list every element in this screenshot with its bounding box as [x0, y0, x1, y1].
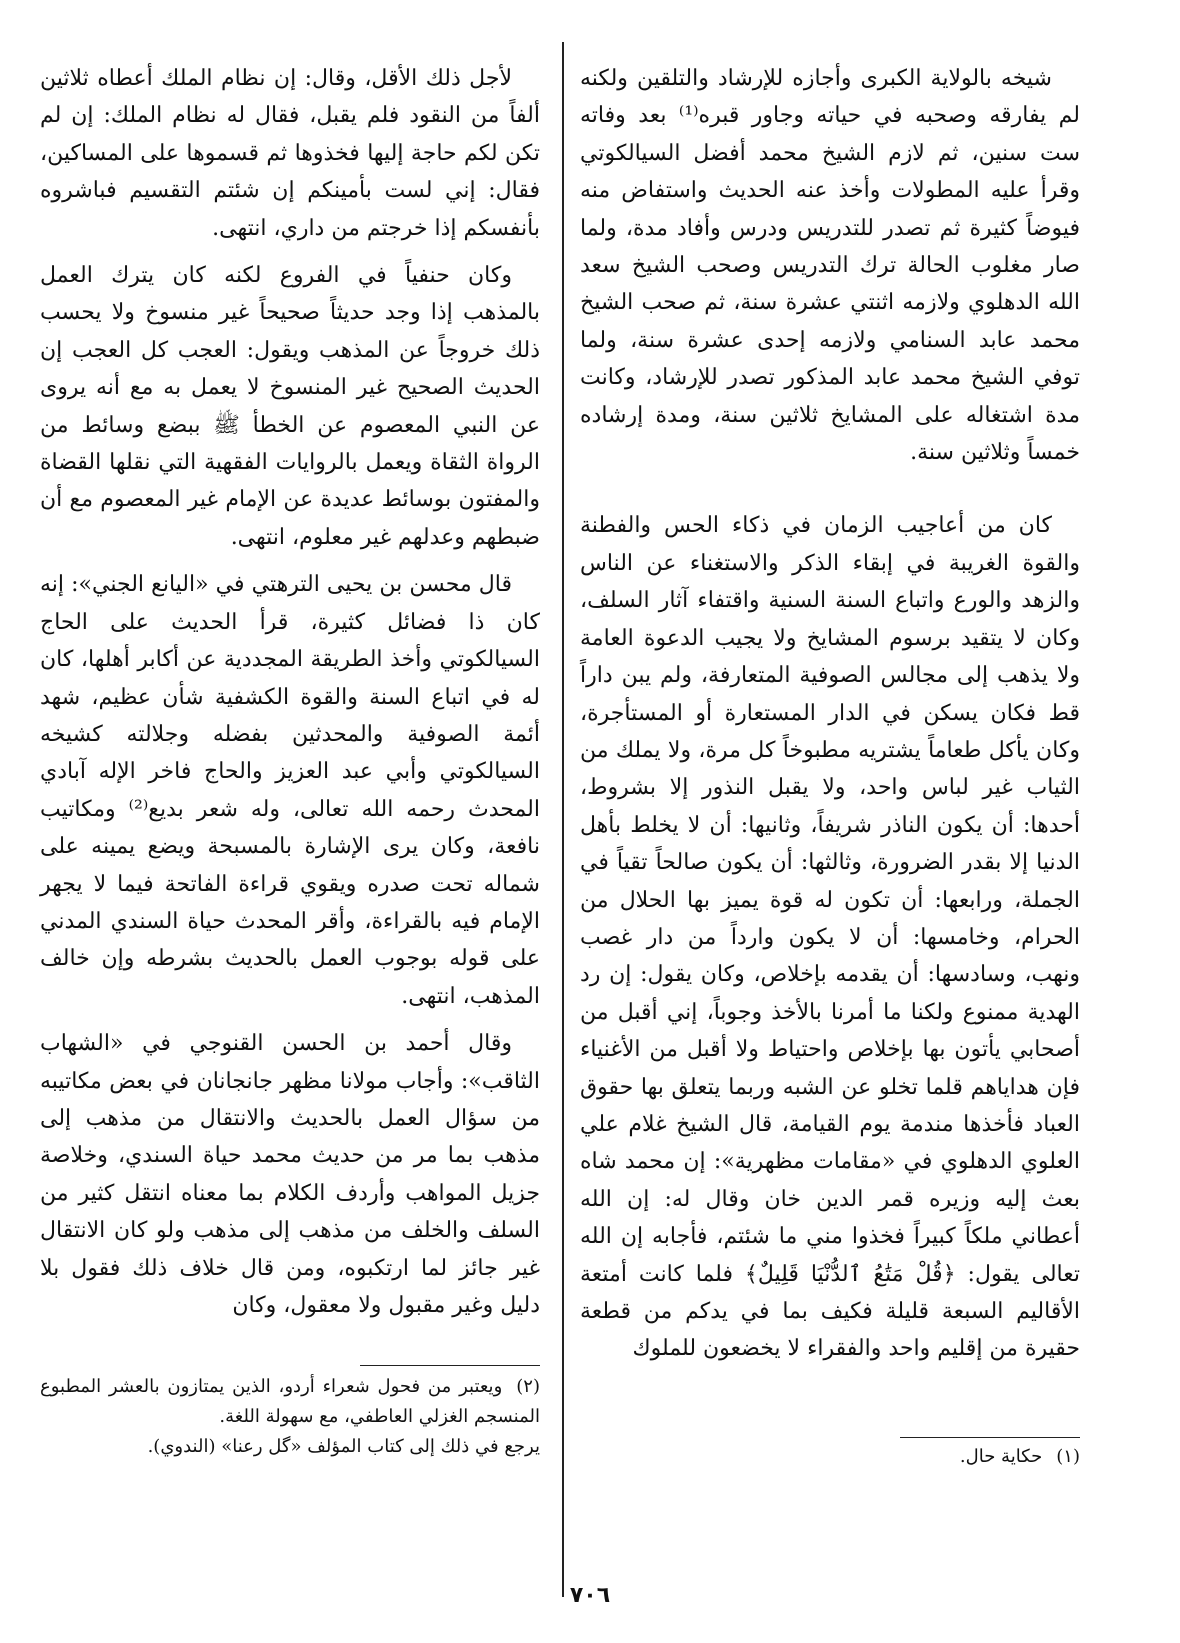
- left-column: [40, 60, 540, 1324]
- footnote-number: (٢): [516, 1376, 540, 1397]
- paragraph: كان من أعاجيب الزمان في ذكاء الحس والفطنة والقوة الغريبة في إبقاء الذكر والاستغناء عن الناس والزهد والورع واتباع السنة السنية واقتفاء آثار السلف، وكان لا يتقيد برسوم المشايخ ولا يجيب الدعوة العامة ولا يذهب إلى مجالس الصوفية المتعارفة، ولم يبن داراً قط فكان يسكن في الدار المستعارة أو المستأجرة، وكان يأكل طعاماً يشتريه مطبوخاً كل مرة، ولا يملك من الثياب غير لباس واحد، ولا يقبل النذور إلا بشروط، أحدها: أن يكون الناذر شريفاً، وثانيها: أن لا يخلط بأهل الدنيا إلا بقدر الضرورة، وثالثها: أن يكون صالحاً تقياً في الجملة، ورابعها: أن تكون له قوة يميز بها الحلال من الحرام، وخامسها: أن لا يكون وارداً من دار غصب ونهب، وسادسها: أن يقدمه بإخلاص، وكان يقول: إن رد الهدية ممنوع ولكنا ما أمرنا بالأخذ وجوباً، إني أقبل من أصحابي يأتون بها بإخلاص واحتياط ولا أقبل من الأغنياء فإن هداياهم قلما تخلو عن الشبه وربما يتعلق بها حقوق العباد فأخذها مندمة يوم القيامة، قال الشيخ غلام علي العلوي الدهلوي في «مقامات مظهرية»: إن محمد شاه بعث إليه وزيره قمر الدين خان وقال له: إن الله أعطاني ملكاً كبيراً فخذوا مني ما شئتم، فأجابه إن الله تعالى يقول: ﴿قُلْ مَتَٰعُ ٱلدُّنْيَا قَلِيلٌ﴾ فلما كانت أمتعة الأقاليم السبعة قليلة فكيف بما في يدكم من قطعة حقيرة من إقليم واحد والفقراء لا يخضعون للملوك: [580, 513, 1080, 1362]
- paragraph: وكان حنفياً في الفروع لكنه كان يترك العمل بالمذهب إذا وجد حديثاً صحيحاً غير منسوخ ولا يحسب ذلك خروجاً عن المذهب ويقول: العجب كل العجب إن الحديث الصحيح غير المنسوخ لا يعمل به مع أنه يروى عن النبي المعصوم عن الخطأ ﷺ ببضع وسائط من الرواة الثقاة ويعمل بالروايات الفقهية التي نقلها القضاة والمفتون بوسائط عديدة عن الإمام غير المعصوم مع أن ضبطهم وعدلهم غير معلوم، انتهى.: [40, 263, 540, 550]
- paragraph: وقال أحمد بن الحسن القنوجي في «الشهاب الثاقب»: وأجاب مولانا مظهر جانجانان في بعض مكاتيبه من سؤال العمل بالحديث والانتقال من مذهب إلى مذهب بما مر من حديث محمد حياة السندي، وخلاصة جزيل المواهب وأردف الكلام بما معناه انتقل كثير من السلف والخلف من مذهب إلى مذهب ولو كان الانتقال غير جائز لما ارتكبوه، ومن قال خلاف ذلك فقول بلا دليل وغير مقبول ولا معقول، وكان: [40, 1031, 540, 1318]
- column-divider: [562, 42, 564, 1597]
- footnote: [580, 1442, 1080, 1472]
- footnotes-left: [40, 1372, 540, 1462]
- footnote-continuation: يرجع في ذلك إلى كتاب المؤلف «گل رعنا» (الندوي).: [147, 1436, 540, 1457]
- footnote-divider: [900, 1437, 1080, 1438]
- paragraph: شيخه بالولاية الكبرى وأجازه للإرشاد والتلقين ولكنه لم يفارقه وصحبه في حياته وجاور قبره⁽¹⁾ بعد وفاته ست سنين، ثم لازم الشيخ محمد أفضل السيالكوتي وقرأ عليه المطولات وأخذ عنه الحديث واستفاض منه فيوضاً كثيرة ثم تصدر للتدريس ودرس وأفاد مدة، ولما صار مغلوب الحالة ترك التدريس وصحب الشيخ سعد الله الدهلوي ولازمه اثنتي عشرة سنة، ثم صحب الشيخ محمد عابد السنامي ولازمه إحدى عشرة سنة، ولما توفي الشيخ محمد عابد المذكور تصدر للإرشاد، وكانت مدة اشتغاله على المشايخ ثلاثين سنة، ومدة إرشاده خمساً وثلاثين سنة.: [580, 66, 1080, 466]
- paragraph: قال محسن بن يحيى الترهتي في «اليانع الجني»: إنه كان ذا فضائل كثيرة، قرأ الحديث على الحاج السيالكوتي وأخذ الطريقة المجددية عن أكابر أهلها، كان له في اتباع السنة والقوة الكشفية شأن عظيم، شهد أئمة الصوفية والمحدثين بفضله وجلالته كشيخه السيالكوتي وأبي عبد العزيز والحاج فاخر الإله آبادي المحدث رحمه الله تعالى، وله شعر بديع⁽²⁾ ومكاتيب نافعة، وكان يرى الإشارة بالمسبحة ويضع يمينه على شماله تحت صدره ويقوي قراءة الفاتحة فيما لا يجهر الإمام فيه بالقراءة، وأقر المحدث حياة السندي المدني على قوله بوجوب العمل بالحديث بشرطه وإن خالف المذهب، انتهى.: [40, 572, 540, 1009]
- page-number: ٧٠٦: [569, 1583, 611, 1608]
- paragraph: لأجل ذلك الأقل، وقال: إن نظام الملك أعطاه ثلاثين ألفاً من النقود فلم يقبل، فقال له نظام الملك: إن لم تكن لكم حاجة إليها فخذوها ثم قسموها على المساكين، فقال: إني لست بأمينكم إن شئتم التقسيم فباشروه بأنفسكم إذا خرجتم من داري، انتهى.: [40, 66, 540, 241]
- footnote-text: حكاية حال.: [959, 1446, 1043, 1467]
- footnote-text: ويعتبر من فحول شعراء أردو، الذين يمتازون بالعشر المطبوع المنسجم الغزلي العاطفي، مع سهولة اللغة.: [40, 1376, 540, 1427]
- footnote-number: (١): [1056, 1446, 1080, 1467]
- footnote-divider: [360, 1365, 540, 1366]
- footnotes-right: [580, 1442, 1080, 1472]
- right-column: [580, 60, 1080, 1368]
- footnote: [40, 1372, 540, 1432]
